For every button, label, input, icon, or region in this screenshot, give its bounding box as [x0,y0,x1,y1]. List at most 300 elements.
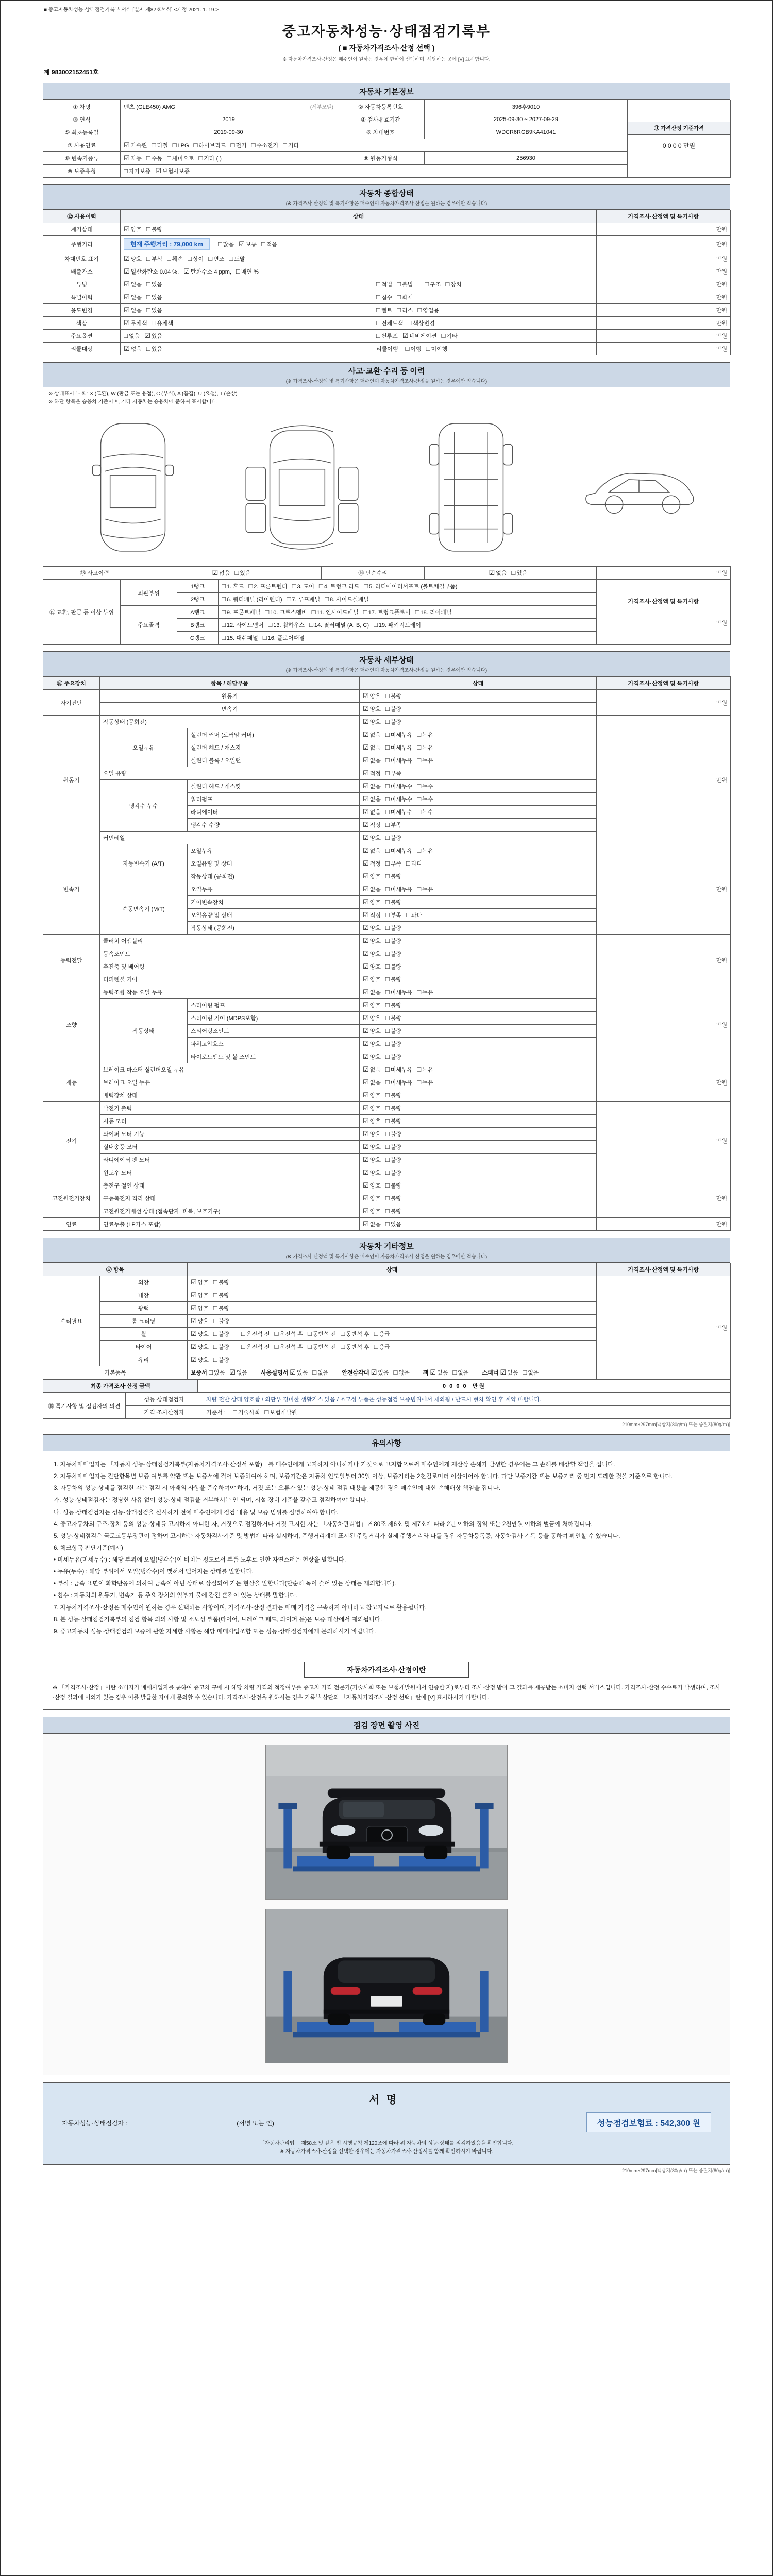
checked-checkbox-icon: ☑ [363,1001,369,1009]
checkbox-option[interactable] [124,225,142,233]
checkbox-option[interactable] [233,1408,260,1416]
option-label: 양호 [369,964,381,970]
checkbox-option[interactable] [239,240,257,248]
checkbox-option[interactable] [385,1207,401,1215]
unchecked-checkbox-icon: □ [385,1091,390,1099]
checkbox-option[interactable] [363,937,381,945]
checkbox-option[interactable] [363,975,381,984]
checkbox-option[interactable] [222,582,244,590]
checkbox-option[interactable] [194,141,226,149]
checkbox-option[interactable] [363,1091,381,1099]
option-label: 양호 [369,1131,381,1138]
checkbox-option[interactable] [417,988,433,996]
checkbox-option[interactable] [385,731,412,739]
signature-row [62,2112,711,2132]
checkbox-option[interactable] [363,988,381,996]
opinion-label: ⑱ 특기사항 및 점검자의 의견 [43,1393,126,1419]
checkbox-option[interactable] [363,898,381,906]
checkbox-option[interactable] [363,872,381,880]
checkbox-option[interactable] [385,846,412,855]
item-cell: 파워고압호스 [188,1038,360,1050]
unchecked-checkbox-icon: □ [307,1343,312,1350]
checkbox-option[interactable] [188,255,204,263]
checkbox-option[interactable] [167,255,183,263]
checkbox-option[interactable] [363,756,381,765]
checkbox-option[interactable] [264,1408,297,1416]
checkbox-option[interactable] [222,608,260,616]
checkbox-option[interactable] [234,569,250,577]
checkbox-option[interactable] [213,1343,229,1351]
checkbox-option[interactable] [191,1291,209,1299]
checkbox-option[interactable] [425,280,441,289]
checkbox-option[interactable] [385,1156,401,1164]
option-label: 16. 플로어패널 [267,635,305,641]
checkbox-option[interactable] [385,937,401,945]
legal-line-1: 「자동차관리법」 제58조 및 같은 법 시행규칙 제120조에 따라 위 자동차의 성능·상태를 점검하였음을 확인합니다. [259,2141,514,2147]
checkbox-option[interactable] [155,167,190,175]
checkbox-option[interactable] [183,267,231,276]
checkbox-option[interactable] [417,1065,433,1074]
unchecked-checkbox-icon: □ [385,756,390,764]
checkbox-option[interactable] [319,582,359,590]
option-label: 양호 [369,1028,381,1035]
option-label: 불량 [390,1054,402,1060]
checkbox-option[interactable] [385,1220,401,1228]
checkbox-option[interactable] [363,769,381,777]
checked-checkbox-icon: ☑ [363,692,369,700]
checkbox-option[interactable] [146,255,162,263]
checkbox-option[interactable] [385,1040,401,1048]
notice-line: 나. 성능·상태점검자는 성능·상태점검을 실시하기 전에 매수인에게 점검 내용 및 보증 범위를 설명하여야 합니다. [54,1509,339,1516]
checkbox-option[interactable] [406,911,422,919]
checkbox-option[interactable] [417,885,433,893]
option-label: 불량 [390,964,402,970]
notice-line: 가. 성능·상태점검자는 정당한 사유 없이 성능·상태 점검을 거부해서는 안 되며, 시설·장비 기준을 갖추고 점검하여야 합니다. [54,1497,368,1504]
checkbox-option[interactable] [124,154,142,162]
item-cell: 타이어 [100,1341,188,1353]
checkbox-option[interactable] [341,1330,369,1338]
checkbox-option[interactable] [363,608,411,616]
checkbox-option[interactable] [442,332,458,340]
label-cell: ⑥ 차대번호 [337,126,425,139]
checkbox-option[interactable] [385,1130,401,1138]
checkbox-option[interactable] [417,795,433,803]
checkbox-option[interactable] [363,705,381,713]
checkbox-option[interactable] [374,621,421,629]
checkbox-option[interactable] [124,293,142,301]
section-note: (※ 가격조사·산정액 및 특기사항은 매수인이 자동차가격조사·산정을 원하는 경우에만 적습니다) [285,668,488,673]
checkbox-option[interactable] [213,1355,229,1364]
checkbox-option[interactable] [385,756,412,765]
checked-checkbox-icon: ☑ [363,1104,369,1112]
checkbox-option[interactable] [385,743,412,752]
state-cell [360,793,597,806]
checkbox-option[interactable] [124,255,142,263]
checkbox-option[interactable] [385,692,401,700]
checkbox-option[interactable] [363,911,381,919]
checkbox-option[interactable] [152,319,174,327]
checkbox-option[interactable] [308,1343,336,1351]
section-overall-state [43,184,730,355]
checkbox-option[interactable] [385,1078,412,1087]
checkbox-option[interactable] [385,1143,401,1151]
unchecked-checkbox-icon: □ [188,255,192,262]
checkbox-option[interactable] [385,962,401,971]
item-cell: 충전구 절연 상태 [100,1179,360,1192]
checkbox-option[interactable] [191,1355,209,1364]
option-label: 양호 [369,1157,381,1163]
checkbox-option[interactable] [191,1278,209,1286]
checkbox-option[interactable] [167,154,194,162]
checkbox-option[interactable] [363,1220,381,1228]
checkbox-option[interactable] [191,1317,209,1325]
checked-checkbox-icon: ☑ [363,718,369,725]
checkbox-option[interactable] [385,859,401,868]
section-signature [43,2082,730,2165]
checkbox-option[interactable] [385,872,401,880]
checkbox-option[interactable] [385,1194,401,1202]
checkbox-option[interactable] [500,1368,518,1377]
panel-options-cell [219,593,597,606]
checked-checkbox-icon: ☑ [363,782,369,790]
checkbox-option[interactable] [385,975,401,984]
checkbox-option[interactable] [191,1304,209,1312]
checkbox-option[interactable] [146,306,162,314]
checkbox-option[interactable] [374,1343,390,1351]
checkbox-option[interactable] [268,621,305,629]
checkbox-option[interactable] [173,141,189,149]
document-body [43,4,730,2174]
checkbox-option[interactable] [385,808,412,816]
checkbox-option[interactable] [489,569,507,577]
unchecked-checkbox-icon: □ [385,1207,390,1215]
checkbox-option[interactable] [363,1117,381,1125]
inspection-photo-rear [265,1909,508,2063]
option-label: 불량 [390,835,402,841]
checkbox-option[interactable] [385,1181,401,1190]
checkbox-option[interactable] [363,950,381,958]
checkbox-option[interactable] [274,1330,303,1338]
option-label: 없음 [369,732,381,738]
unchecked-checkbox-icon: □ [385,731,390,738]
checkbox-option[interactable] [325,595,369,603]
checkbox-option[interactable] [363,731,381,739]
checkbox-option[interactable] [385,1053,401,1061]
checkbox-option[interactable] [385,782,412,790]
checkbox-option[interactable] [363,962,381,971]
checkbox-option[interactable] [363,1143,381,1151]
notice-line: • 부식 : 금속 표면이 화학반응에 의하여 금속이 아닌 상태로 상실되어 가는 현상을 말합니다(단순히 녹이 슬어 있는 상태는 제외합니다). [54,1581,396,1587]
checkbox-option[interactable] [363,718,381,726]
checked-checkbox-icon: ☑ [363,1220,369,1228]
subgroup-cell: 수동변속기 (M/T) [100,883,188,935]
option-label: 있음 [151,295,163,301]
checkbox-option[interactable] [415,608,452,616]
checkbox-option[interactable] [397,280,413,289]
checkbox-option[interactable] [385,911,401,919]
signature-title: 서명 [369,2094,404,2106]
checkbox-option[interactable] [385,988,412,996]
checkbox-option[interactable] [124,319,147,327]
checkbox-option[interactable] [363,1078,381,1087]
checkbox-option[interactable] [385,898,401,906]
item-cell: 오일누유 [188,883,360,896]
checkbox-option[interactable] [144,332,162,340]
checkbox-option[interactable] [287,595,320,603]
option-label: 불법 [401,282,413,288]
option-label: 17. 트렁크플로어 [368,609,411,616]
checkbox-option[interactable] [417,743,433,752]
option-label: 미이행 [431,346,448,352]
checkbox-option[interactable] [385,950,401,958]
checkbox-option[interactable] [263,634,305,642]
checkbox-option[interactable] [363,846,381,855]
checked-checkbox-icon: ☑ [363,821,369,828]
option-label: 양호 [369,706,381,713]
checkbox-option[interactable] [363,808,381,816]
option-label: 불량 [390,1093,402,1099]
checkbox-option[interactable] [385,1001,401,1009]
item-cell: 스티어링조인트 [188,1025,360,1038]
panel-options-cell [219,606,597,619]
signature-field[interactable] [133,2118,231,2125]
checkbox-option[interactable] [417,306,439,314]
checkbox-option[interactable] [385,924,401,932]
checkbox-option[interactable] [385,834,401,842]
checkbox-option[interactable] [363,692,381,700]
checkbox-option[interactable] [312,1368,328,1377]
state-cell [121,317,373,330]
checkbox-option[interactable] [218,240,234,248]
base-price-value: 0 0 0 0 만원 [662,142,696,149]
checkbox-option[interactable] [213,1278,229,1286]
checkbox-option[interactable] [363,1207,381,1215]
checkbox-option[interactable] [124,280,142,289]
col-header: 가격조사·산정액 및 특기사항 [597,677,731,690]
checkbox-option[interactable] [363,885,381,893]
checked-checkbox-icon: ☑ [363,743,369,751]
checkbox-option[interactable] [308,1330,336,1338]
checkbox-option[interactable] [371,1368,389,1377]
checkbox-option[interactable] [376,293,392,301]
checkbox-option[interactable] [283,141,299,149]
checkbox-option[interactable] [124,332,140,340]
device-cell: 고전원전기장치 [43,1179,100,1218]
checkbox-option[interactable] [124,345,142,353]
checkbox-option[interactable] [222,595,282,603]
checkbox-option[interactable] [363,1027,381,1035]
checkbox-option[interactable] [364,582,457,590]
checkbox-option[interactable] [385,821,401,829]
checkbox-option[interactable] [229,255,245,263]
price-survey-select[interactable]: ( ■ 자동차가격조사·산정 선택 ) [338,44,435,52]
checkbox-option[interactable] [385,1027,401,1035]
notice-line: 4. 중고자동차의 구조·장치 등의 성능·상태를 고지하지 아니한 자, 거짓으로 점검하거나 거짓 고지한 자는 「자동차관리법」 제80조 제6호 및 제7호에 따라 2년 이하의 징역 또는 2천만원 이하의 벌금에 처해집니다. [54,1521,593,1528]
recall-label: 리콜이행 [376,346,398,352]
checkbox-option[interactable] [385,1065,412,1074]
checkbox-option[interactable] [312,608,359,616]
unchecked-checkbox-icon: □ [385,1168,390,1176]
option-label: 양호 [197,1306,209,1312]
checkbox-option[interactable] [229,1368,247,1377]
checked-checkbox-icon: ☑ [363,1156,369,1163]
checkbox-option[interactable] [363,1014,381,1022]
checkbox-option[interactable] [394,1368,410,1377]
option-label: 색상변경 [413,320,435,327]
checkbox-option[interactable] [363,1040,381,1048]
checkbox-option[interactable] [363,743,381,752]
checkbox-option[interactable] [124,306,142,314]
checkbox-option[interactable] [363,1130,381,1138]
checkbox-option[interactable] [198,154,222,162]
checkbox-option[interactable] [261,240,277,248]
checkbox-option[interactable] [248,582,287,590]
state-cell [360,1089,597,1102]
checkbox-option[interactable] [385,705,401,713]
item-cell: 원동기 [100,690,360,703]
checkbox-option[interactable] [385,1168,401,1177]
checkbox-option[interactable] [363,1194,381,1202]
checkbox-option[interactable] [124,267,179,276]
checkbox-option[interactable] [417,782,433,790]
option-label: 부족 [390,822,402,828]
checkbox-option[interactable] [385,885,412,893]
checkbox-option[interactable] [417,756,433,765]
checkbox-option[interactable] [212,569,230,577]
checkbox-option[interactable] [292,582,314,590]
checkbox-option[interactable] [124,167,150,175]
checkbox-option[interactable] [452,1368,468,1377]
unchecked-checkbox-icon: □ [385,1065,390,1073]
checkbox-option[interactable] [146,280,162,289]
option-label: 1. 후드 [226,584,244,590]
checkbox-option[interactable] [363,1168,381,1177]
checkbox-option[interactable] [385,1014,401,1022]
checkbox-option[interactable] [191,1343,209,1351]
checkbox-option[interactable] [241,1343,270,1351]
checkbox-option[interactable] [406,859,422,868]
option-label: 리스 [401,308,413,314]
checked-checkbox-icon: ☑ [363,1014,369,1022]
checkbox-option[interactable] [146,345,162,353]
checkbox-option[interactable] [146,293,162,301]
label-cell: ⑧ 변속기종류 [43,152,121,165]
checkbox-option[interactable] [251,141,278,149]
row-label: 색상 [43,317,121,330]
checkbox-option[interactable] [208,255,224,263]
option-label: 운전석 전 [246,1331,270,1337]
option-label: 미세누유 [390,990,413,996]
checkbox-option[interactable] [363,821,381,829]
checkbox-option[interactable] [363,1104,381,1112]
checkbox-option[interactable] [511,569,527,577]
checkbox-option[interactable] [213,1317,229,1325]
checkbox-option[interactable] [236,267,259,276]
checkbox-option[interactable] [363,834,381,842]
checkbox-option[interactable] [213,1330,229,1338]
checkbox-option[interactable] [191,1330,209,1338]
option-label: 보통 [245,242,257,248]
final-price-label: 최종 가격조사·산정 금액 [43,1380,198,1393]
checkbox-option[interactable] [309,621,369,629]
checkbox-option[interactable] [146,154,162,162]
checkbox-option[interactable] [209,1368,225,1377]
option-label: 있음 [378,1370,389,1376]
checkbox-option[interactable] [445,280,461,289]
option-label: 있음 [151,308,163,314]
checkbox-option[interactable] [430,1368,448,1377]
checkbox-option[interactable] [213,1304,229,1312]
checkbox-option[interactable] [363,1053,381,1061]
checkbox-option[interactable] [231,141,247,149]
unchecked-checkbox-icon: □ [208,1368,213,1376]
checkbox-option[interactable] [222,634,258,642]
checkbox-option[interactable] [341,1343,369,1351]
checkbox-option[interactable] [376,306,392,314]
checkbox-option[interactable] [385,1091,401,1099]
checkbox-option[interactable] [363,924,381,932]
checkbox-option[interactable] [385,1104,401,1112]
checkbox-option[interactable] [363,782,381,790]
checkbox-option[interactable] [417,1078,433,1087]
checkbox-option[interactable] [374,1330,390,1338]
checkbox-option[interactable] [426,345,448,353]
checkbox-option[interactable] [363,1001,381,1009]
checkbox-option[interactable] [146,225,162,233]
option-label: 불량 [390,1144,402,1150]
checkbox-option[interactable] [241,1330,270,1338]
option-label: 변조 [213,256,225,262]
unchecked-checkbox-icon: □ [341,1343,345,1350]
checkbox-option[interactable] [363,859,381,868]
checkbox-option[interactable] [363,1181,381,1190]
checkbox-option[interactable] [376,332,398,340]
checkbox-option[interactable] [376,319,403,327]
checkbox-option[interactable] [417,731,433,739]
checkbox-option[interactable] [385,1117,401,1125]
checkbox-option[interactable] [376,280,392,289]
checkbox-option[interactable] [385,769,401,777]
checkbox-option[interactable] [363,1065,381,1074]
checkbox-option[interactable] [417,808,433,816]
checkbox-option[interactable] [222,621,263,629]
wheel-position-options [241,1331,395,1337]
unchecked-checkbox-icon: □ [318,582,323,590]
checkbox-option[interactable] [265,608,307,616]
checkbox-option[interactable] [408,319,434,327]
checkbox-option[interactable] [385,795,412,803]
checkbox-option[interactable] [397,306,413,314]
checkbox-option[interactable] [397,293,413,301]
unchecked-checkbox-icon: □ [213,1343,217,1350]
checkbox-option[interactable] [402,332,437,340]
option-label: 양호 [369,1015,381,1022]
checkbox-option[interactable] [523,1368,539,1377]
price-cell: 만원 [597,1102,731,1179]
checkbox-option[interactable] [213,1291,229,1299]
checkbox-option[interactable] [363,795,381,803]
checkbox-option[interactable] [406,345,422,353]
checkbox-option[interactable] [152,141,168,149]
checkbox-option[interactable] [363,1156,381,1164]
col-header: ⑫ 사용이력 [43,210,121,223]
checkbox-option[interactable] [290,1368,308,1377]
checkbox-option[interactable] [385,718,401,726]
checkbox-option[interactable] [274,1343,303,1351]
option-label: 15. 대쉬패널 [226,635,258,641]
checkbox-option[interactable] [417,846,433,855]
checkbox-option[interactable] [124,141,147,149]
